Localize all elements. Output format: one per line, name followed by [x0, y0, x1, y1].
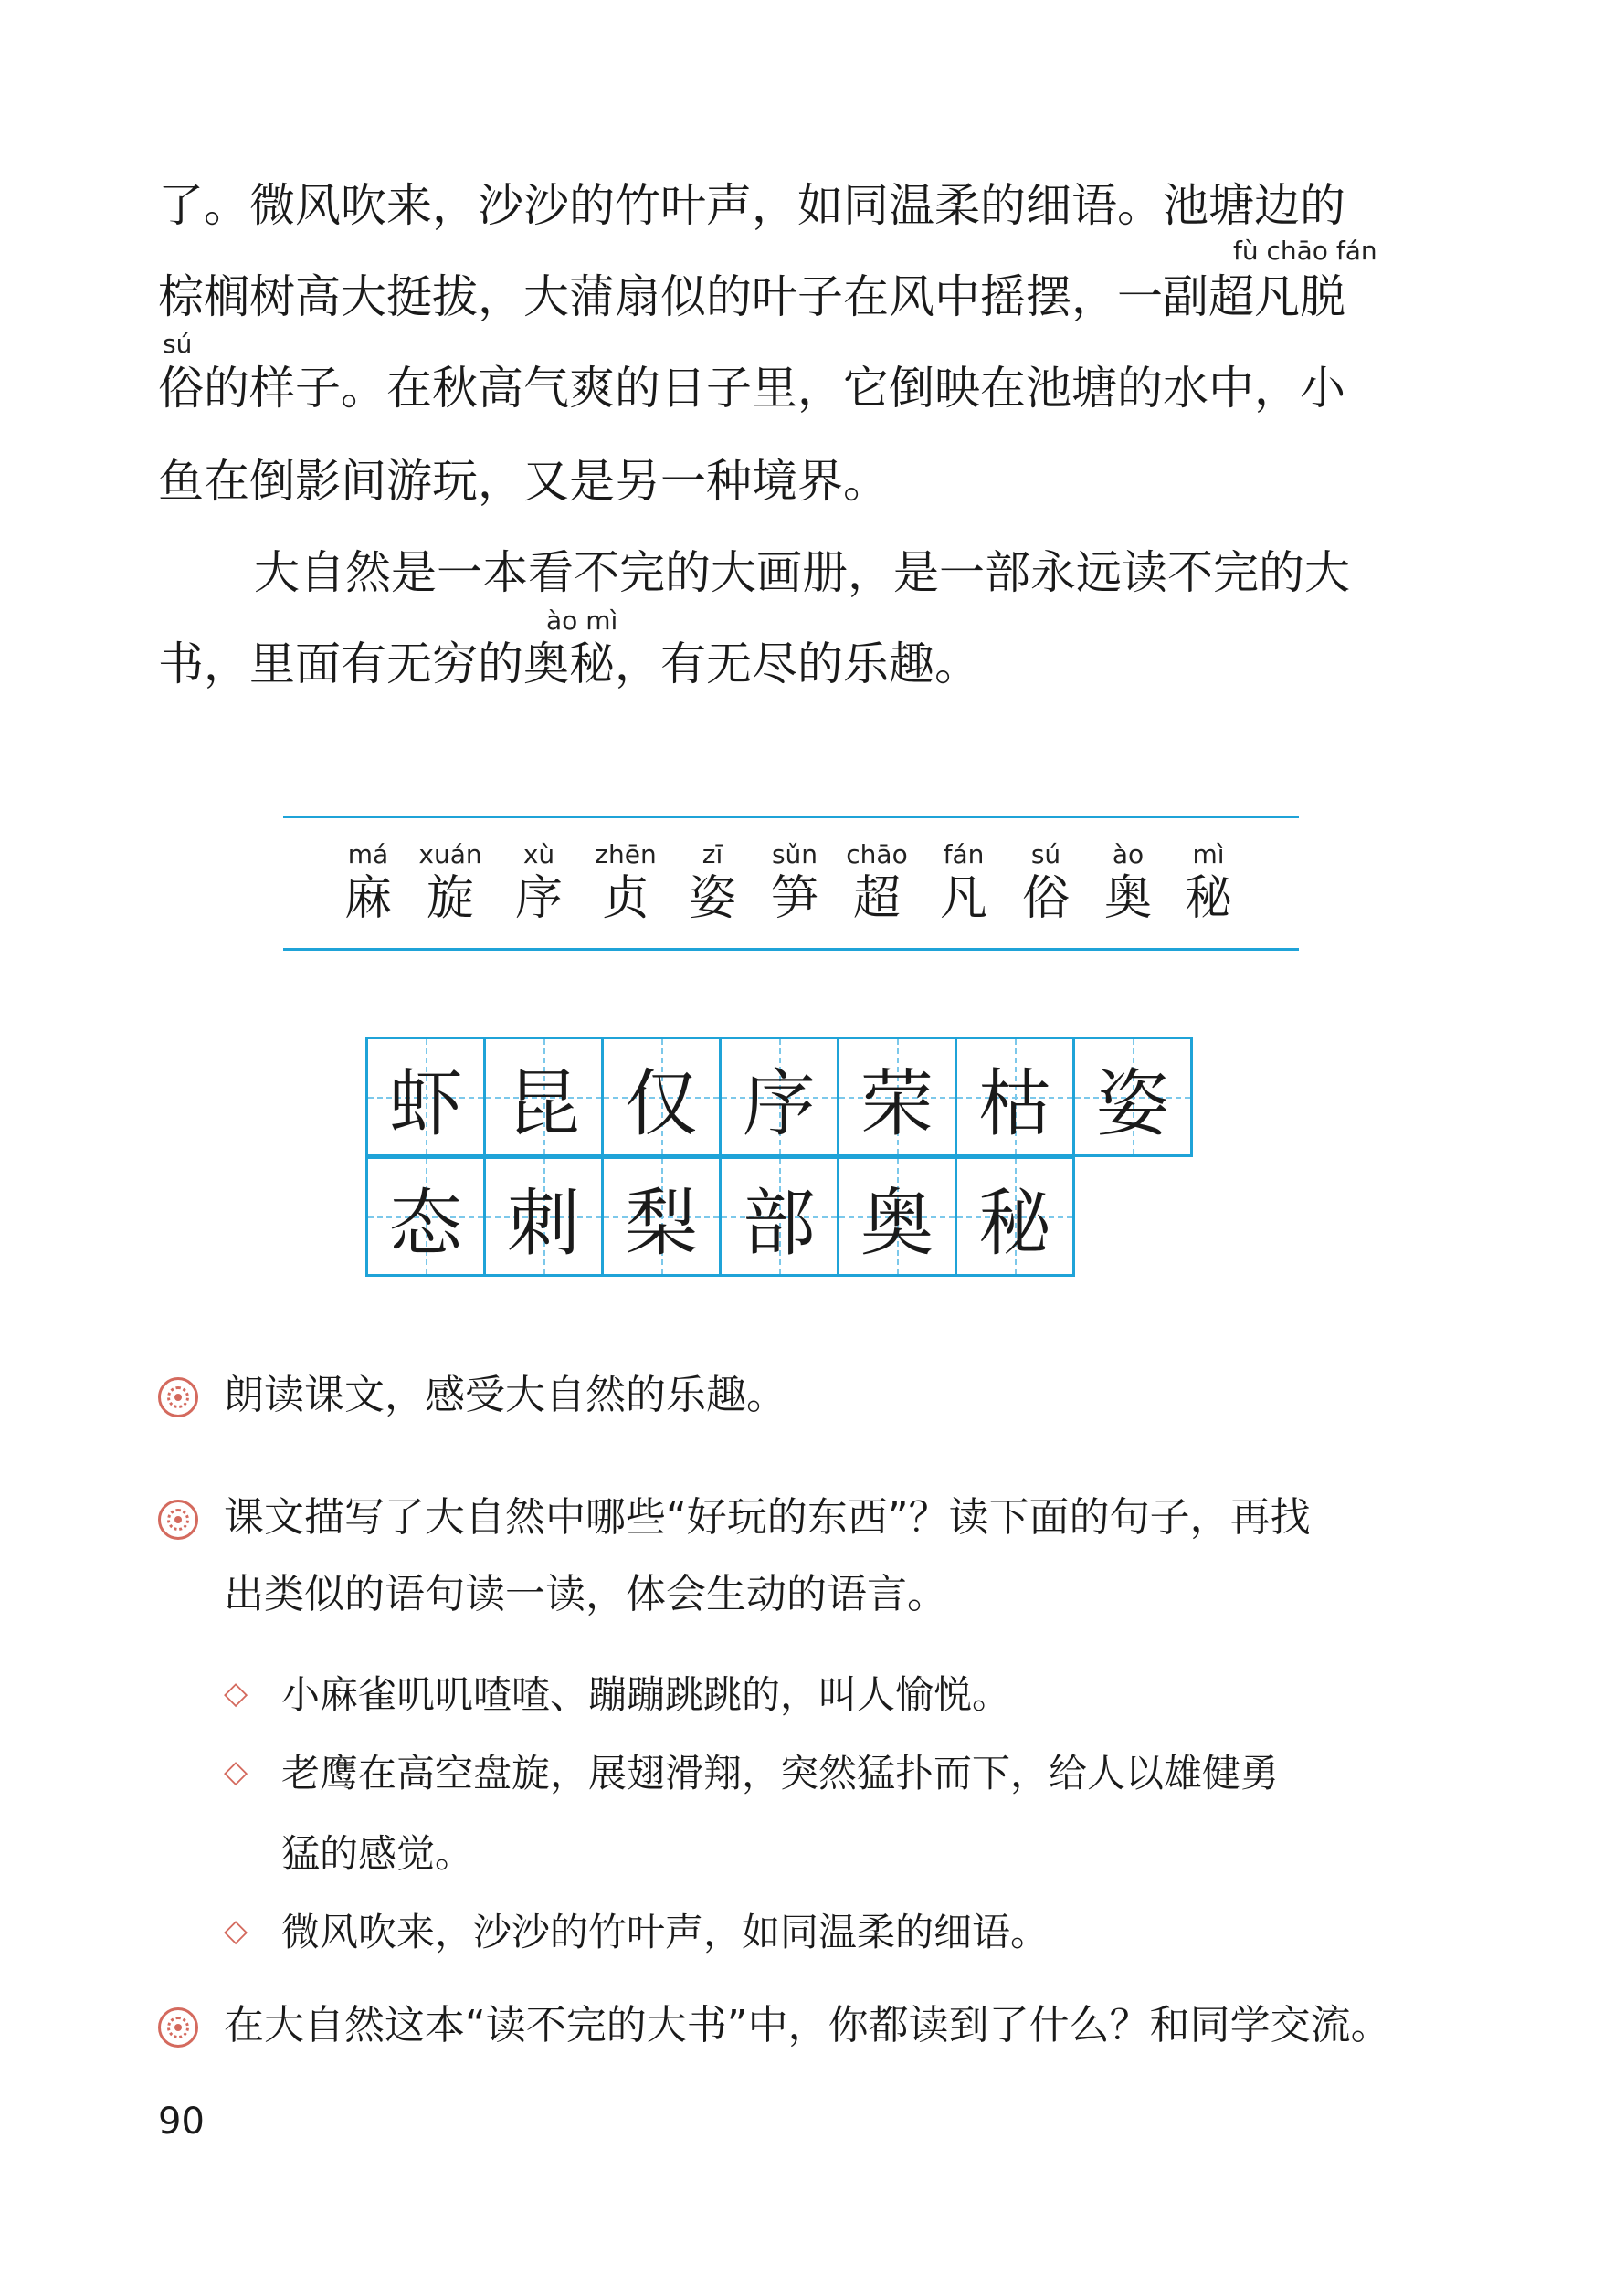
grid-character: 姿	[1096, 1060, 1169, 1146]
vocab-pinyin: má	[347, 839, 389, 869]
vocab-item	[754, 838, 836, 926]
vocab-item	[836, 838, 918, 926]
grid-character: 秘	[978, 1180, 1051, 1266]
grid-cell	[601, 1156, 722, 1277]
passage-line-3: 俗的样子。在秋高气爽的日子里，它倒映在池塘的水中，小	[158, 362, 1345, 415]
vocab-pinyin: xù	[522, 839, 555, 869]
passage-line-5: 大自然是一本看不完的大画册，是一部永远读不完的大	[254, 546, 1350, 599]
vocab-pinyin: fán	[943, 839, 985, 869]
question-1: 朗读课文，感受大自然的乐趣。	[224, 1372, 786, 1418]
vocab-pinyin: ào	[1112, 839, 1145, 869]
vocab-pinyin: zhēn	[595, 839, 657, 869]
vocab-item	[409, 838, 491, 926]
vocab-pinyin: sú	[1030, 839, 1061, 869]
passage-line-6: 书，里面有无穷的奥秘，有无尽的乐趣。	[158, 637, 980, 690]
vocab-pinyin: chāo	[846, 839, 908, 869]
vocab-pinyin: sǔn	[771, 839, 818, 869]
vocab-item	[498, 838, 580, 926]
grid-character: 梨	[625, 1180, 698, 1266]
vocab-pinyin: mì	[1192, 839, 1225, 869]
pinyin-annotation-fu-chao-fan: fù chāo fán	[1233, 236, 1377, 266]
vocab-item	[585, 838, 667, 926]
grid-character: 仅	[625, 1060, 698, 1146]
grid-character: 部	[743, 1180, 816, 1266]
exercise-icon	[158, 2007, 198, 2048]
grid-cell	[483, 1156, 604, 1277]
vocab-character: 俗	[1021, 871, 1070, 926]
grid-cell	[837, 1156, 957, 1277]
passage-line-4: 鱼在倒影间游玩，又是另一种境界。	[158, 455, 889, 508]
vocab-character: 奥	[1103, 871, 1152, 926]
bullet-2-line-1: 老鹰在高空盘旋，展翅滑翔，突然猛扑而下，给人以雄健勇	[281, 1751, 1280, 1796]
grid-cell	[365, 1037, 486, 1157]
vocab-character: 笋	[770, 871, 818, 926]
vocab-top-rule	[283, 816, 1299, 818]
grid-cell	[365, 1156, 486, 1277]
question-3: 在大自然这本“读不完的大书”中，你都读到了什么？和同学交流。	[224, 2002, 1391, 2048]
question-2-line-1: 课文描写了大自然中哪些“好玩的东西”？读下面的句子，再找	[224, 1494, 1311, 1541]
diamond-bullet-icon: ◇	[224, 1675, 248, 1711]
page-number: 90	[158, 2101, 205, 2143]
grid-character: 昆	[507, 1060, 580, 1146]
diamond-bullet-icon: ◇	[224, 1912, 248, 1949]
grid-cell	[483, 1037, 604, 1157]
vocab-pinyin: zī	[702, 839, 723, 869]
pinyin-annotation-su: sú	[163, 329, 193, 359]
bullet-2-line-2: 猛的感觉。	[281, 1831, 474, 1876]
grid-character: 序	[743, 1060, 816, 1146]
bullet-3: 微风吹来，沙沙的竹叶声，如同温柔的细语。	[281, 1910, 1050, 1954]
vocab-character: 秘	[1184, 871, 1232, 926]
vocab-character: 超	[852, 871, 901, 926]
grid-character: 刺	[507, 1180, 580, 1266]
vocab-item	[1005, 838, 1087, 926]
vocab-character: 贞	[601, 871, 649, 926]
vocab-item	[1087, 838, 1169, 926]
bullet-1: 小麻雀叽叽喳喳、蹦蹦跳跳的，叫人愉悦。	[281, 1672, 1011, 1717]
passage-line-1: 了。微风吹来，沙沙的竹叶声，如同温柔的细语。池塘边的	[158, 179, 1345, 232]
vocab-item	[1167, 838, 1250, 926]
vocab-character: 序	[514, 871, 563, 926]
grid-cell	[837, 1037, 957, 1157]
vocab-character: 凡	[939, 871, 987, 926]
vocab-character: 姿	[688, 871, 736, 926]
vocab-bottom-rule	[283, 948, 1299, 951]
grid-cell	[719, 1156, 839, 1277]
vocab-item	[671, 838, 754, 926]
grid-character: 态	[389, 1180, 462, 1266]
vocab-pinyin: xuán	[418, 839, 482, 869]
grid-cell	[1072, 1037, 1193, 1157]
exercise-icon	[158, 1377, 198, 1417]
diamond-bullet-icon: ◇	[224, 1754, 248, 1790]
question-2-line-2: 出类似的语句读一读，体会生动的语言。	[224, 1571, 947, 1617]
grid-character: 枯	[978, 1060, 1051, 1146]
pinyin-annotation-ao-mi: ào mì	[546, 606, 618, 636]
vocab-item	[923, 838, 1005, 926]
grid-cell	[955, 1156, 1075, 1277]
vocab-item	[327, 838, 409, 926]
vocab-character: 旋	[426, 871, 474, 926]
grid-character: 虾	[389, 1060, 462, 1146]
grid-cell	[719, 1037, 839, 1157]
grid-cell	[955, 1037, 1075, 1157]
exercise-icon	[158, 1500, 198, 1540]
passage-line-2: 棕榈树高大挺拔，大蒲扇似的叶子在风中摇摆，一副超凡脱	[158, 270, 1345, 323]
grid-character: 荣	[860, 1060, 934, 1146]
vocab-character: 麻	[343, 871, 392, 926]
grid-character: 奥	[860, 1180, 934, 1266]
grid-cell	[601, 1037, 722, 1157]
